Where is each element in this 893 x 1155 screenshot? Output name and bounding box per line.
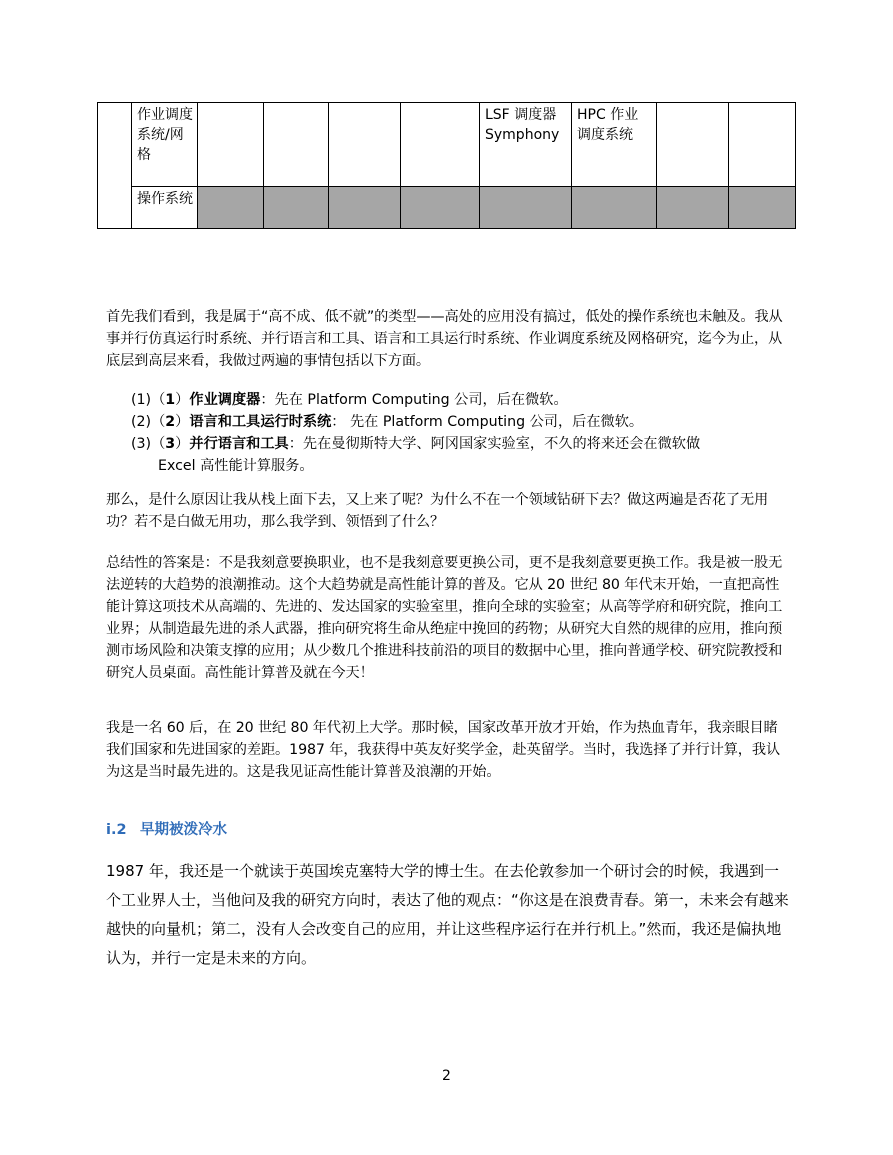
paragraph-intro: 首先我们看到，我是属于“高不成、低不就”的类型——高处的应用没有搞过，低处的操作系统也未触及。我从事并行仿真运行时系统、并行语言和工具、语言和工具运行时系统、作业调度系统及网格研究，迄今为止，从底层到高层来看，我做过两遍的事情包括以下方面。 — [106, 309, 783, 369]
shaded-cell — [401, 187, 480, 229]
cell-lsf: LSF 调度器 Symphony — [480, 103, 572, 187]
list-item: (1)（1）作业调度器：先在 Platform Computing 公司，后在微软。 — [131, 392, 568, 408]
table-cell-empty — [329, 103, 401, 187]
system-stack-table — [97, 102, 796, 229]
paragraph-question: 那么，是什么原因让我从栈上面下去，又上来了呢？为什么不在一个领域钻研下去？做这两遍是否花了无用功？若不是白做无用功，那么我学到、领悟到了什么？ — [106, 492, 769, 530]
shaded-cell — [264, 187, 329, 229]
list-item-term: 语言和工具运行时系统 — [189, 414, 332, 430]
section-title: 早期被泼冷水 — [140, 822, 227, 838]
section-heading — [106, 818, 227, 839]
table-cell-empty — [198, 103, 264, 187]
row-label-os: 操作系统 — [132, 187, 198, 229]
section-number: i.2 — [106, 822, 127, 838]
shaded-cell — [572, 187, 657, 229]
table-cell-empty — [264, 103, 329, 187]
paragraph-background: 我是一名 60 后，在 20 世纪 80 年代初上大学。那时候，国家改革开放才开始，作为热血青年，我亲眼目睹我们国家和先进国家的差距。1987 年，我获得中英友好奖学金，赴英留学。当时，我选择了并行计算，我认为这是当时最先进的。这是我见证高性能计算普及浪潮的开始。 — [106, 720, 781, 780]
paragraph-story: 1987 年，我还是一个就读于英国埃克塞特大学的博士生。在去伦敦参加一个研讨会的时候，我遇到一个工业界人士，当他问及我的研究方向时，表达了他的观点：“你这是在浪费青春。第一，未来会有越来越快的向量机；第二，没有人会改变自己的应用，并让这些程序运行在并行机上。”然而，我还是偏执地认为，并行一定是未来的方向。 — [106, 862, 789, 967]
table-row — [98, 187, 796, 229]
row-label-scheduler: 作业调度系统/网格 — [132, 103, 198, 187]
shaded-cell — [329, 187, 401, 229]
table-cell-empty — [729, 103, 796, 187]
cell-hpc: HPC 作业调度系统 — [572, 103, 657, 187]
table-cell-empty — [401, 103, 480, 187]
page-number: 2 — [442, 1068, 451, 1084]
shaded-cell — [198, 187, 264, 229]
list-item-term: 作业调度器 — [189, 392, 261, 408]
table-cell-empty — [98, 103, 132, 229]
shaded-cell — [480, 187, 572, 229]
table-cell-empty — [657, 103, 729, 187]
list-item: (2)（2）语言和工具运行时系统： 先在 Platform Computing 公司，后在微软。 — [131, 414, 644, 430]
numbered-list — [131, 389, 791, 477]
shaded-cell — [657, 187, 729, 229]
table-row — [98, 103, 796, 187]
paragraph-answer: 总结性的答案是：不是我刻意要换职业，也不是我刻意要更换公司，更不是我刻意要更换工作。我是被一股无法逆转的大趋势的浪潮推动。这个大趋势就是高性能计算的普及。它从 20 世纪 80 年代末开始，一直把高性能计算这项技术从高端的、先进的、发达国家的实验室里，推向全球的实验室；从高等学府和研究院，推向工业界；从制造最先进的杀人武器，推向研究将生命从绝症中挽回的药物；从研究大自然的规律的应用，推向预测市场风险和决策支撑的应用；从少数几个推进科技前沿的项目的数据中心里，推向普通学校、研究院教授和研究人员桌面。高性能计算普及就在今天！ — [106, 555, 783, 681]
shaded-cell — [729, 187, 796, 229]
list-item-term: 并行语言和工具 — [189, 436, 289, 452]
list-item: (3)（3）并行语言和工具：先在曼彻斯特大学、阿冈国家实验室，不久的将来还会在微软做 Excel 高性能计算服务。 — [131, 436, 701, 474]
